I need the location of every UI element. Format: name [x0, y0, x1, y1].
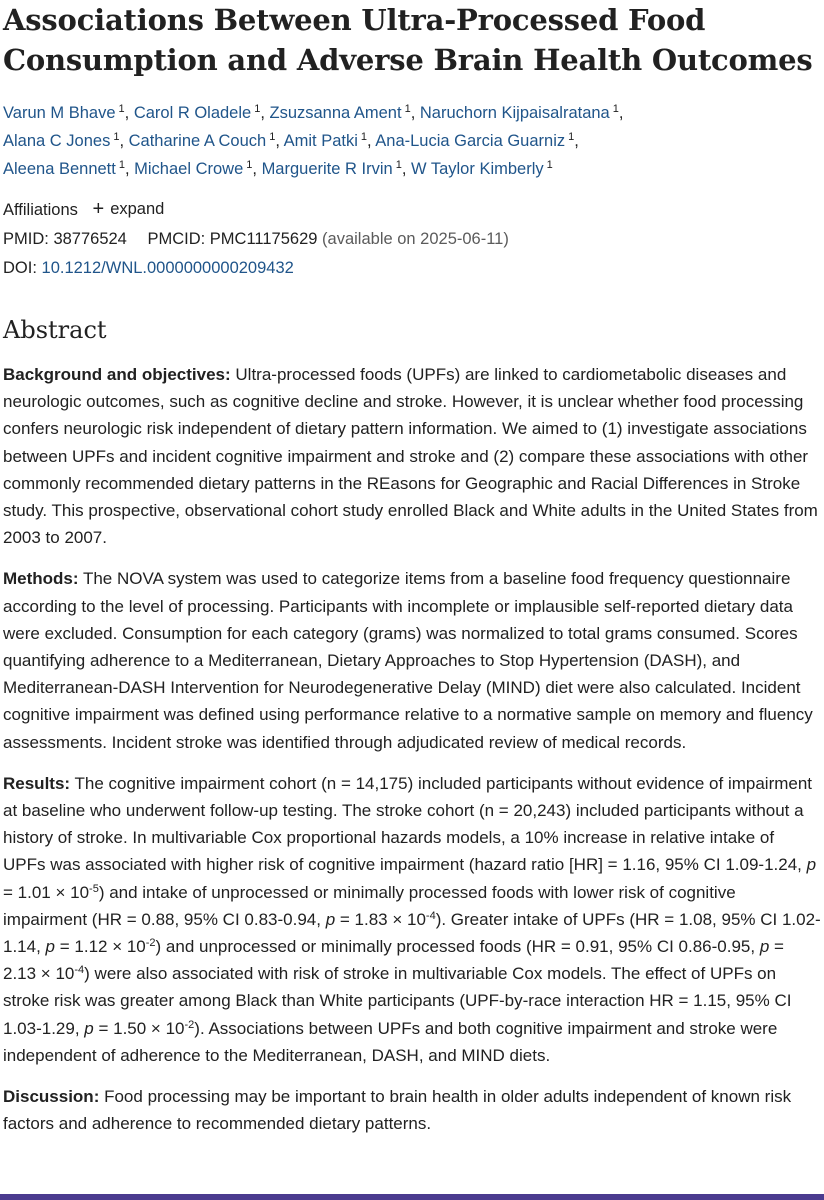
affiliations-row — [3, 195, 821, 225]
discussion-label: Discussion: — [3, 1087, 100, 1107]
affiliation-ref[interactable]: 1 — [246, 159, 253, 171]
author-item: Varun M Bhave $^1$, — [3, 103, 134, 122]
expand-label: expand — [110, 200, 165, 218]
author-link[interactable]: Ana-Lucia Garcia Guarniz — [375, 132, 566, 150]
author-item: Alana C Jones $^1$, — [3, 131, 129, 150]
author-link[interactable]: Amit Patki — [283, 132, 358, 150]
identifiers-row — [3, 225, 821, 254]
affiliation-ref[interactable]: 1 — [118, 159, 125, 171]
affiliation-ref[interactable]: 1 — [113, 131, 120, 143]
author-list — [3, 99, 821, 183]
doi-link[interactable]: 10.1212/WNL.0000000000209432 — [41, 259, 294, 277]
author-item: Naruchorn Kijpaisalratana $^1$, — [419, 103, 624, 122]
author-item: Catharine A Couch $^1$, — [128, 131, 284, 150]
affiliations-label: Affiliations — [3, 201, 78, 219]
affiliation-ref[interactable]: 1 — [612, 103, 619, 115]
p-symbol: p — [84, 1018, 94, 1038]
discussion-text: Food processing may be important to brain health in older adults independent of known risk factors and adherence to recommended dietary patterns. — [3, 1087, 792, 1134]
author-item: Aleena Bennett $^1$, — [3, 159, 135, 178]
author-link[interactable]: Marguerite R Irvin — [261, 160, 393, 178]
affiliation-ref[interactable]: 1 — [395, 159, 402, 171]
affiliation-ref[interactable]: 1 — [404, 103, 411, 115]
results-text: ). Associations between UPFs and both cognitive impairment and stroke were independent of adherence to the Mediterranean, DASH, and MIND diets. — [3, 1018, 778, 1065]
author-item: Marguerite R Irvin $^1$, — [261, 159, 411, 178]
p-symbol: p — [325, 909, 336, 929]
exponent: -5 — [89, 882, 99, 895]
results-text: ) and intake of unprocessed or minimally processed foods with lower risk of cognitive impairment (HR = 0.88, 95% CI 0.83-0.94, — [3, 882, 736, 929]
results-text: The cognitive impairment cohort (n = 14,175) included participants without evidence of impairment at baseline who underwent follow-up testing. The stroke cohort (n = 20,243) included participants without a history of stroke. In multivariable Cox proportional hazards models, a 10% increase in relative intake of UPFs was associated with higher risk of cognitive impairment (hazard ratio [HR] = 1.16, 95% CI 1.09-1.24, — [3, 773, 813, 875]
author-link[interactable]: Aleena Bennett — [3, 160, 116, 178]
author-item: Zsuzsanna Ament $^1$, — [269, 103, 420, 122]
methods-text: The NOVA system was used to categorize items from a baseline food frequency questionnaire according to the level of processing. Participants with incomplete or implausible self-reported dietary data were excluded. Consumption for each category (grams) was normalized to total grams consumed. Scores quantifying adherence to a Mediterranean, Dietary Approaches to Stop Hypertension (DASH), and Mediterranean-DASH Intervention for Neurodegenerative Delay (MIND) diet were also calculated. Incident cognitive impairment was defined using performance relative to a normative sample on memory and fluency assessments. Incident stroke was identified through adjudicated review of medical records. — [3, 569, 813, 752]
author-link[interactable]: Michael Crowe — [134, 160, 244, 178]
exponent: -2 — [145, 937, 156, 950]
exponent: -2 — [184, 1018, 195, 1031]
exponent: -4 — [425, 909, 436, 922]
author-item: Michael Crowe $^1$, — [134, 159, 262, 178]
results-text: ). Greater intake of UPFs (HR = 1.08, 95% CI 1.02-1.14, — [3, 909, 821, 957]
author-link[interactable]: Varun M Bhave — [3, 104, 116, 122]
pmid-label: PMID: — [3, 230, 49, 248]
exponent: -4 — [74, 964, 85, 977]
pmcid-availability-note: (available on 2025-06-11) — [322, 230, 509, 248]
author-link[interactable]: Naruchorn Kijpaisalratana — [419, 104, 610, 122]
pmcid-label: PMCID: — [147, 230, 206, 248]
pmid-value: 38776524 — [53, 230, 127, 248]
results-text: = 1.83 × 10 — [335, 909, 426, 929]
p-symbol: p — [759, 937, 770, 957]
author-link[interactable]: W Taylor Kimberly — [410, 160, 544, 178]
affiliation-ref[interactable]: 1 — [269, 131, 276, 143]
affiliations-expand-button[interactable] — [93, 195, 165, 224]
results-text: = 1.01 × 10 — [3, 882, 90, 902]
abstract-heading: Abstract — [3, 316, 107, 344]
results-text: ) were also associated with risk of stroke in multivariable Cox models. The effect of UPFs on stroke risk was greater among Black than White participants (UPF-by-race interaction HR = 1.15, 95% CI 1.03-1.29, — [3, 964, 792, 1038]
author-link[interactable]: Zsuzsanna Ament — [269, 104, 402, 122]
author-item — [411, 160, 553, 178]
plus-icon: + — [92, 198, 105, 220]
p-symbol: p — [806, 855, 817, 875]
bottom-accent-bar — [0, 1194, 824, 1200]
results-text: ) and unprocessed or minimally processed foods (HR = 0.91, 95% CI 0.86-0.95, — [155, 937, 760, 957]
author-link[interactable]: Catharine A Couch — [128, 132, 267, 150]
results-text: = 1.12 × 10 — [55, 937, 146, 957]
doi-label: DOI: — [3, 259, 37, 277]
affiliation-ref[interactable]: 1 — [254, 103, 261, 115]
methods-label: Methods: — [3, 569, 79, 589]
author-link[interactable]: Carol R Oladele — [133, 104, 252, 122]
abstract-discussion — [3, 1083, 821, 1137]
author-item: Ana-Lucia Garcia Guarniz $^1$, — [375, 131, 579, 150]
affiliation-ref[interactable]: 1 — [118, 103, 125, 115]
affiliation-ref[interactable]: 1 — [568, 131, 575, 143]
author-item: Carol R Oladele $^1$, — [133, 103, 270, 122]
affiliation-ref[interactable]: 1 — [360, 131, 368, 143]
p-symbol: p — [45, 937, 56, 957]
background-label: Background and objectives: — [3, 365, 231, 384]
abstract-methods — [3, 565, 821, 755]
abstract-background — [3, 361, 821, 551]
article-page — [3, 0, 821, 1137]
background-text: Ultra-processed foods (UPFs) are linked to cardiometabolic diseases and neurologic outcomes, such as cognitive decline and stroke. However, it is unclear whether food processing confers neurologic risk independent of dietary pattern information. We aimed to (1) investigate associations between UPFs and incident cognitive impairment and stroke and (2) compare these associations with other commonly recommended dietary patterns in the REasons for Geographic and Racial Differences in Stroke study. This prospective, observational cohort study enrolled Black and White adults in the United States from 2003 to 2007. — [3, 365, 818, 548]
doi-row — [3, 254, 821, 283]
results-text: = 2.13 × 10 — [3, 937, 784, 984]
author-item: Amit Patki $^1$, — [283, 131, 376, 150]
results-text: = 1.50 × 10 — [93, 1018, 185, 1038]
author-link[interactable]: Alana C Jones — [3, 132, 111, 150]
article-meta — [3, 195, 821, 283]
pmcid-value: PMC11175629 — [209, 230, 318, 248]
article-title: Associations Between Ultra-Processed Food Consumption and Adverse Brain Health Outcomes — [3, 3, 813, 77]
abstract-results — [3, 770, 821, 1069]
affiliation-ref[interactable]: 1 — [546, 159, 553, 171]
results-label: Results: — [3, 773, 71, 793]
